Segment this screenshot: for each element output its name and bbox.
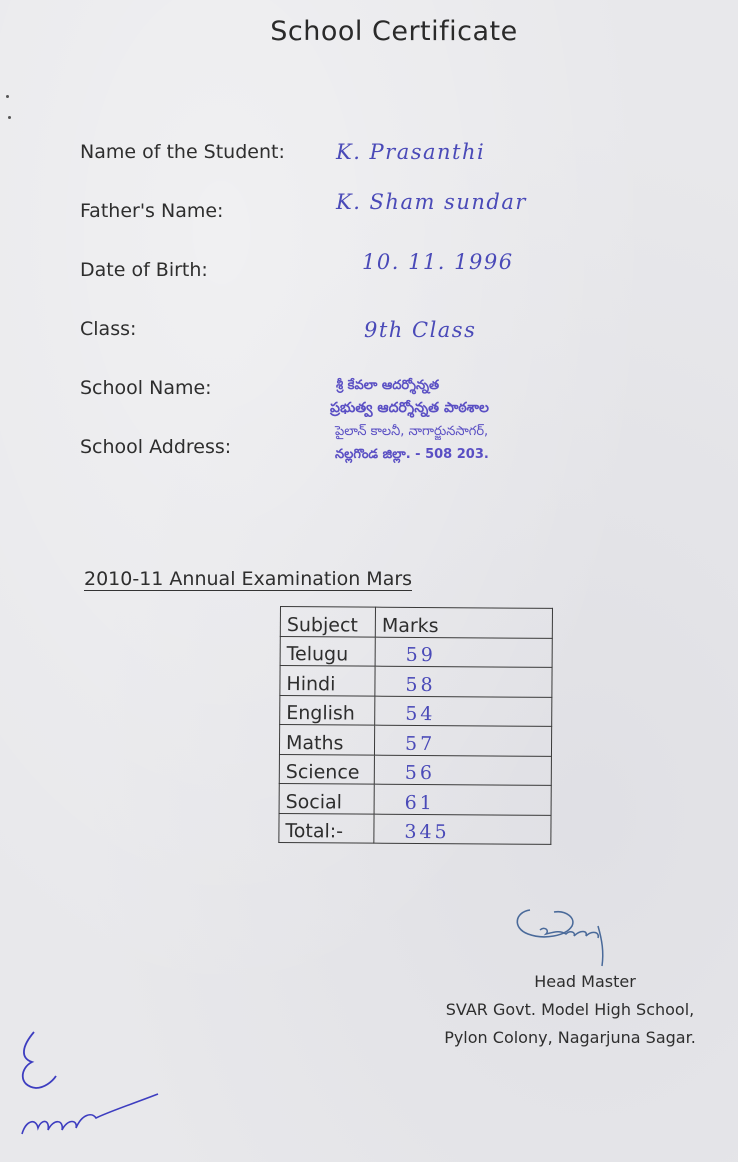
dob-value: 10. 11. 1996 [362, 250, 514, 274]
school-full-name: SVAR Govt. Model High School, [445, 1000, 695, 1019]
table-row [280, 666, 552, 697]
school-name-label: School Name: [80, 377, 212, 399]
stamp-line-3: పైలాన్ కాలనీ, నాగార్జునసాగర్, [335, 424, 489, 439]
subject-cell: Maths [279, 725, 374, 755]
subject-cell: Social [279, 783, 374, 813]
school-stamp [330, 374, 590, 466]
subject-cell: Science [279, 754, 374, 784]
initials-scribble [12, 1028, 172, 1148]
class-label: Class: [80, 318, 137, 340]
table-row [279, 754, 551, 785]
marks-cell: 57 [374, 725, 551, 756]
marks-table [278, 606, 553, 845]
subject-cell: Telugu [280, 636, 375, 666]
class-value: 9th Class [364, 318, 477, 342]
school-location: Pylon Colony, Nagarjuna Sagar. [444, 1028, 696, 1047]
stamp-line-1: శ్రీ కేవలా ఆదర్శోన్నత [336, 378, 440, 393]
head-master-title: Head Master [534, 972, 636, 991]
marks-header: Marks [375, 607, 552, 638]
marks-cell: 59 [375, 637, 552, 668]
student-name-value: K. Prasanthi [336, 140, 486, 164]
headmaster-signature [510, 900, 620, 972]
table-row [280, 695, 552, 726]
father-name-value: K. Sham sundar [336, 190, 527, 214]
marks-cell: 54 [375, 696, 552, 727]
table-row [280, 636, 552, 667]
marks-cell: 58 [375, 666, 552, 697]
paper-speck [6, 95, 9, 98]
dob-label: Date of Birth: [80, 259, 208, 281]
page-title: School Certificate [270, 16, 518, 47]
table-header-row [280, 607, 552, 638]
total-marks-cell: 345 [374, 814, 551, 845]
school-address-label: School Address: [80, 436, 232, 458]
subject-cell: Hindi [280, 666, 375, 696]
stamp-line-4: నల్లగొండ జిల్లా. - 508 203. [335, 447, 489, 462]
marks-cell: 56 [374, 755, 551, 786]
father-name-label: Father's Name: [80, 200, 224, 222]
exam-heading: 2010-11 Annual Examination Mars [84, 568, 413, 590]
table-row [279, 725, 551, 756]
total-row [279, 813, 551, 844]
marks-cell: 61 [374, 784, 551, 815]
subject-cell: English [280, 695, 375, 725]
subject-header: Subject [280, 607, 375, 637]
student-name-label: Name of the Student: [80, 141, 285, 163]
signature-block [420, 968, 720, 1052]
stamp-line-2: ప్రభుత్వ ఆదర్శోన్నత పాఠశాల [330, 400, 489, 416]
table-row [279, 783, 551, 814]
paper-speck [8, 116, 11, 119]
total-label-cell: Total:- [279, 813, 374, 843]
